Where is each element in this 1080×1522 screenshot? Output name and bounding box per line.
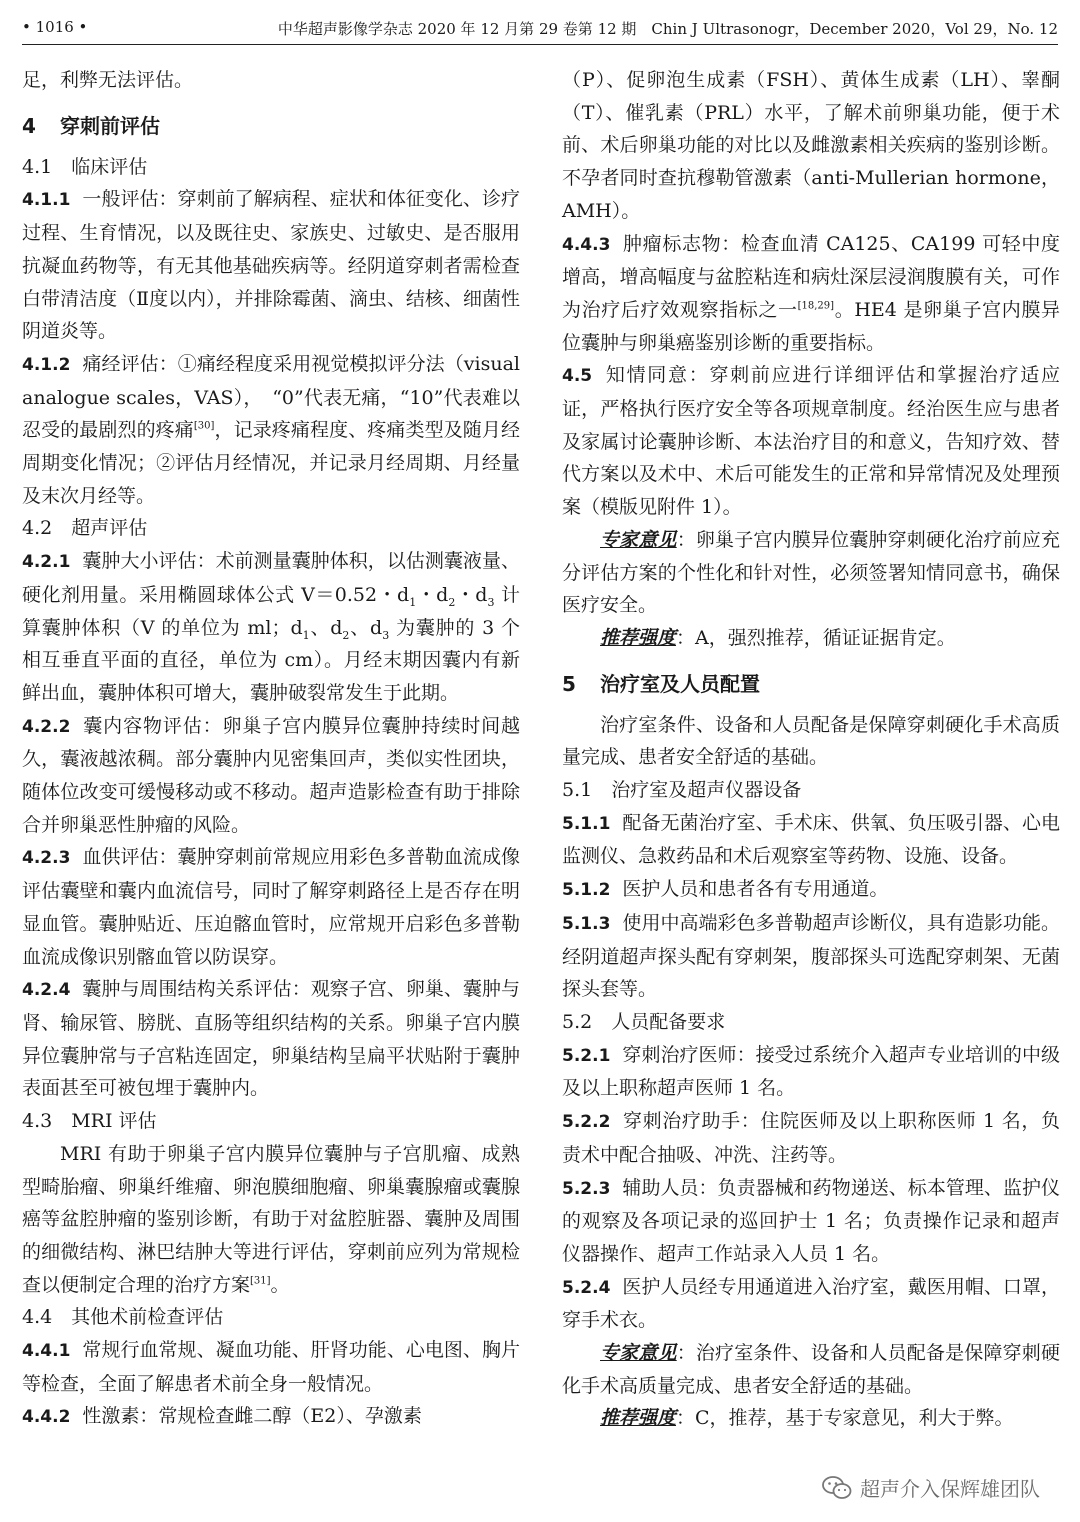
page-header (0, 0, 1080, 50)
paragraph: 5.2.2 穿刺治疗助手：住院医师及以上职称医师 1 名，负责术中配合抽吸、冲洗、注药等。 (562, 1110, 1060, 1166)
section-number: 5 (562, 671, 576, 696)
paragraph: 治疗室条件、设备和人员配备是保障穿刺硬化手术高质量完成、患者安全舒适的基础。 (562, 713, 1060, 769)
clause-label: 4.1.1 (22, 190, 71, 211)
clause-label: 4.2.3 (22, 848, 71, 869)
paragraph: 5.1.2 医护人员和患者各有专用通道。 (562, 878, 889, 901)
section-title: 穿刺前评估 (60, 113, 160, 138)
header-rule (22, 44, 1058, 45)
left-column (22, 64, 520, 1434)
clause-label: 4.2.2 (22, 716, 71, 737)
clause-label: 5.1.3 (562, 913, 611, 934)
clause-label: 4.2.1 (22, 552, 71, 573)
recommendation-label: 推荐强度 (600, 1407, 677, 1430)
paragraph: 5.2.3 辅助人员：负责器械和药物递送、标本管理、监护仪的观察及各项记录的巡回护士 1 名；负责操作记录和超声仪器操作、超声工作站录入人员 1 名。 (562, 1176, 1060, 1265)
subsection-heading: 4.1 临床评估 (22, 155, 148, 178)
paragraph: 5.1.3 使用中高端彩色多普勒超声诊断仪，具有造影功能。经阴道超声探头配有穿刺架，腹部探头可选配穿刺架、无菌探头套等。 (562, 911, 1060, 1001)
subsection-heading: 4.3 MRI 评估 (22, 1110, 157, 1133)
right-column (562, 64, 1060, 1435)
paragraph: （P）、促卵泡生成素（FSH）、黄体生成素（LH）、睾酮（T）、催乳素（PRL）水平，了解术前卵巢功能，便于术前、术后卵巢功能的对比以及雌激素相关疾病的鉴别诊断。不孕者同时查抗穆勒管激素（anti-Mullerian hormone，AMH）。 (562, 69, 1060, 222)
paragraph: 4.4.3 肿瘤标志物：检查血清 CA125、CA199 可轻中度增高，增高幅度与盆腔粘连和病灶深层浸润腹膜有关，可作为治疗后疗效观察指标之一[18,29]。HE4 是卵巢子宫内膜异位囊肿与卵巢癌鉴别诊断的重要指标。 (562, 232, 1060, 354)
paragraph: 4.2.1 囊肿大小评估：术前测量囊肿体积，以估测囊液量、硬化剂用量。采用椭圆球体公式 V＝0.52・$d_1$・$d_2$・$d_3$ 计算囊肿体积（V 的单位为 ml；$d_1$、$d_2$、$d_3$ 为囊肿的 3 个相互垂直平面的直径，单位为 cm）。月经末期因囊内有新鲜出血，囊肿体积可增大，囊肿破裂常发生于此期。 (22, 550, 520, 704)
paragraph: 足，利弊无法评估。 (22, 69, 194, 91)
clause-label: 5.1.1 (562, 813, 611, 834)
paragraph: 4.1.2 痛经评估：①痛经程度采用视觉模拟评分法（visual analogue scales，VAS）， “0”代表无痛，“10”代表难以忍受的最剧烈的疼痛[30]，记录疼痛程度、疼痛类型及随月经周期变化情况；②评估月经情况，并记录月经周期、月经量及末次月经等。 (22, 352, 520, 507)
paragraph: 4.4.1 常规行血常规、凝血功能、肝肾功能、心电图、胸片等检查，全面了解患者术前全身一般情况。 (22, 1339, 520, 1395)
wechat-icon (822, 1475, 852, 1501)
expert-opinion-label: 专家意见 (600, 528, 677, 551)
clause-label: 4.4.3 (562, 234, 611, 255)
paragraph: 4.1.1 一般评估：穿刺前了解病程、症状和体征变化、诊疗过程、生育情况，以及既往史、家族史、过敏史、是否服用抗凝血药物等，有无其他基础疾病等。经阴道穿刺者需检查白带清洁度（Ⅱ度以内），并排除霉菌、滴虫、结核、细菌性阴道炎等。 (22, 188, 520, 343)
clause-label: 5.2.4 (562, 1277, 611, 1298)
paragraph: 4.2.4 囊肿与周围结构关系评估：观察子宫、卵巢、囊肿与肾、输尿管、膀胱、直肠等组织结构的关系。卵巢子宫内膜异位囊肿常与子宫粘连固定，卵巢结构呈扁平状贴附于囊肿表面甚至可被包埋于囊肿内。 (22, 978, 520, 1100)
paragraph: MRI 有助于卵巢子宫内膜异位囊肿与子宫肌瘤、成熟型畸胎瘤、卵巢纤维瘤、卵泡膜细胞瘤、卵巢囊腺瘤或囊腺癌等盆腔肿瘤的鉴别诊断，有助于对盆腔脏器、囊肿及周围的细微结构、淋巴结肿大等进行评估，穿刺前应列为常规检查以便制定合理的治疗方案[31]。 (22, 1142, 520, 1296)
subsection-heading: 5.1 治疗室及超声仪器设备 (562, 779, 802, 802)
page-number: • 1016 • (22, 18, 88, 36)
recommendation-label: 推荐强度 (600, 626, 677, 649)
reference-citation: [18,29] (797, 300, 835, 312)
clause-label: 4.1.2 (22, 354, 71, 375)
clause-label: 4.5 (562, 366, 593, 387)
subsection-heading: 4.4 其他术前检查评估 (22, 1306, 224, 1329)
clause-label: 4.2.4 (22, 980, 71, 1001)
clause-label: 4.4.2 (22, 1407, 71, 1428)
paragraph: 5.2.4 医护人员经专用通道进入治疗室，戴医用帽、口罩，穿手术衣。 (562, 1275, 1060, 1332)
subsection-heading: 4.2 超声评估 (22, 517, 148, 540)
section-number: 4 (22, 113, 36, 138)
paragraph: 4.4.2 性激素：常规检查雌二醇（E2）、孕激素 (22, 1405, 422, 1428)
watermark (822, 1473, 1040, 1502)
reference-citation: [31] (250, 1275, 271, 1287)
clause-label: 5.2.1 (562, 1045, 611, 1066)
recommendation-strength: 推荐强度：C，推荐，基于专家意见，利大于弊。 (600, 1407, 1014, 1430)
section-title: 治疗室及人员配置 (600, 671, 760, 696)
reference-citation: [30] (193, 421, 215, 432)
paragraph: 5.2.1 穿刺治疗医师：接受过系统介入超声专业培训的中级及以上职称超声医师 1 名。 (562, 1043, 1060, 1100)
paragraph: 4.2.2 囊内容物评估：卵巢子宫内膜异位囊肿持续时间越久，囊液越浓稠。部分囊肿内见密集回声，类似实性团块，随体位改变可缓慢移动或不移动。超声造影检查有助于排除合并卵巢恶性肿瘤的风险。 (22, 714, 520, 836)
section-heading (22, 110, 520, 142)
clause-label: 5.1.2 (562, 880, 611, 901)
paragraph: 4.2.3 血供评估：囊肿穿刺前常规应用彩色多普勒血流成像评估囊壁和囊内血流信号，同时了解穿刺路径上是否存在明显血管。囊肿贴近、压迫髂血管时，应常规开启彩色多普勒血流成像识别髂血管以防误穿。 (22, 846, 520, 968)
watermark-text: 超声介入保辉雄团队 (860, 1477, 1040, 1501)
expert-opinion: 专家意见：卵巢子宫内膜异位囊肿穿刺硬化治疗前应充分评估方案的个性化和针对性，必须签署知情同意书，确保医疗安全。 (562, 528, 1060, 617)
subsection-heading: 5.2 人员配备要求 (562, 1010, 726, 1033)
clause-label: 5.2.3 (562, 1178, 611, 1199)
section-heading (562, 668, 1060, 700)
paragraph: 5.1.1 配备无菌治疗室、手术床、供氧、负压吸引器、心电监测仪、急救药品和术后观察室等药物、设施、设备。 (562, 811, 1060, 868)
expert-opinion: 专家意见：治疗室条件、设备和人员配备是保障穿刺硬化手术高质量完成、患者安全舒适的基础。 (562, 1342, 1060, 1397)
expert-opinion-label: 专家意见 (600, 1342, 677, 1365)
paragraph: 4.5 知情同意：穿刺前应进行详细评估和掌握治疗适应证，严格执行医疗安全等各项规章制度。经治医生应与患者及家属讨论囊肿诊断、本法治疗目的和意义，告知疗效、替代方案以及术中、术后可能发生的正常和异常情况及处理预案（模版见附件 1）。 (562, 364, 1060, 519)
clause-label: 4.4.1 (22, 1341, 71, 1362)
journal-citation: 中华超声影像学杂志 2020 年 12 月第 29 卷第 12 期 Chin J Ultrasonogr，December 2020，Vol 29，No. 12 (277, 20, 1058, 38)
clause-label: 5.2.2 (562, 1112, 611, 1133)
recommendation-strength: 推荐强度：A，强烈推荐，循证证据肯定。 (600, 626, 956, 649)
